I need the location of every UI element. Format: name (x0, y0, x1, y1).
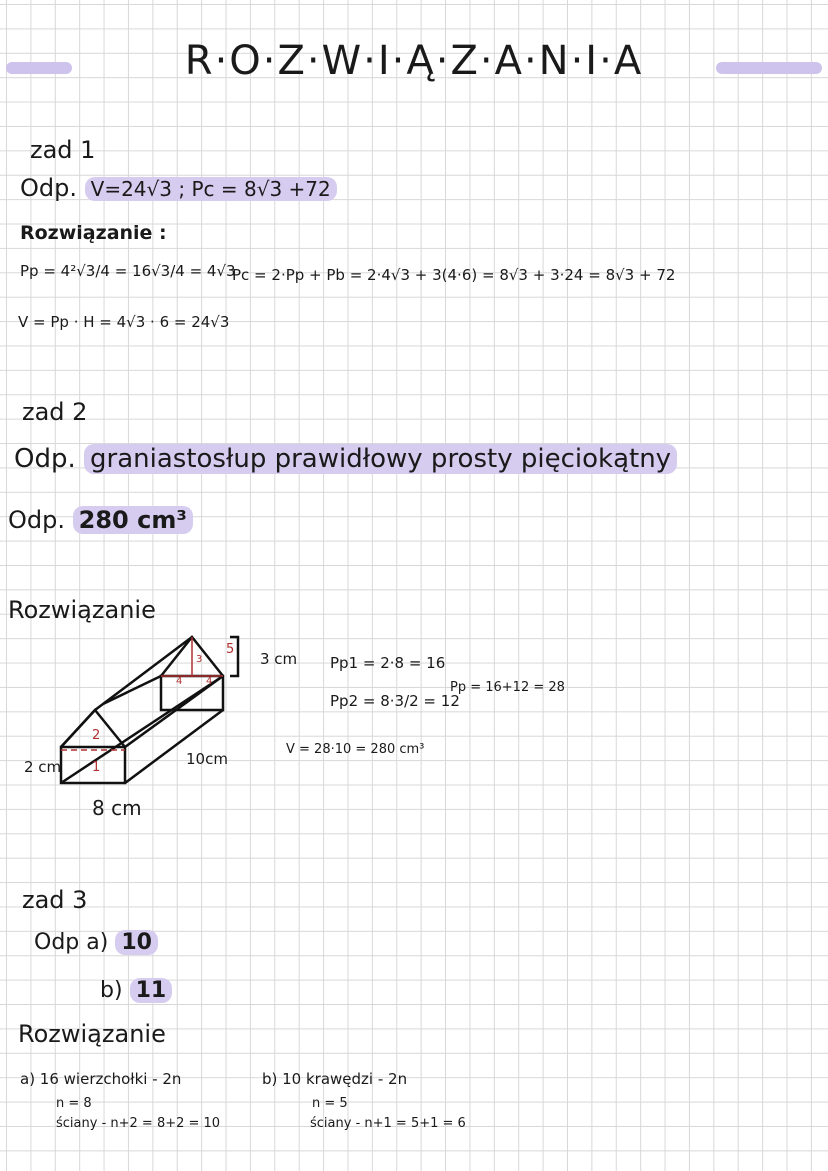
zad3-solution-label: Rozwiązanie (18, 1020, 166, 1048)
zad1-pc: Pc = 2·Pp + Pb = 2·4√3 + 3(4·6) = 8√3 + 3·24 = 8√3 + 72 (232, 266, 676, 284)
zad3-heading: zad 3 (22, 886, 88, 914)
zad1-answer-value: V=24√3 ; Pc = 8√3 +72 (85, 177, 337, 201)
odp-label: Odp. (14, 444, 76, 474)
page-title: R·O·Z·W·I·Ą·Z·A·N·I·A (184, 38, 644, 84)
odp-label: Odp (34, 930, 80, 955)
zad2-pp: Pp = 16+12 = 28 (450, 680, 565, 695)
zad1-v: V = Pp · H = 4√3 · 6 = 24√3 (18, 313, 230, 331)
zad3-b-line3: ściany - n+1 = 5+1 = 6 (310, 1116, 466, 1131)
zad3-b-line2: n = 5 (312, 1096, 348, 1111)
zad2-v: V = 28·10 = 280 cm³ (286, 742, 425, 757)
label-4a: 4 (176, 676, 183, 687)
label-side: 2 cm (24, 758, 62, 776)
zad3-answer-a (34, 930, 158, 955)
label-3: 3 (196, 654, 203, 665)
zad2-pp1: Pp1 = 2·8 = 16 (330, 654, 446, 672)
label-2: 2 (92, 728, 101, 743)
label-height: 3 cm (260, 650, 298, 668)
part-a-label: a) (86, 930, 109, 955)
zad2-heading: zad 2 (22, 398, 88, 426)
zad1-pp: Pp = 4²√3/4 = 16√3/4 = 4√3 (20, 262, 236, 280)
odp-label: Odp. (20, 174, 77, 202)
label-5: 5 (226, 642, 235, 657)
zad3-answer-b-value: 11 (130, 978, 173, 1003)
zad2-answer1-value: graniastosłup prawidłowy prosty pięciokątny (84, 444, 677, 474)
zad1-heading: zad 1 (30, 136, 96, 164)
zad3-a-line3: ściany - n+2 = 8+2 = 10 (56, 1116, 221, 1131)
label-base: 8 cm (92, 796, 142, 820)
zad1-solution-label: Rozwiązanie : (20, 222, 167, 244)
label-length: 10cm (186, 750, 228, 768)
label-4b: 4 (206, 676, 213, 687)
zad3-answer-a-value: 10 (115, 930, 158, 955)
odp-label: Odp. (8, 506, 65, 534)
part-b-label: b) (100, 978, 123, 1003)
zad2-solution-label: Rozwiązanie (8, 596, 156, 624)
zad3-a-line1: a) 16 wierzchołki - 2n (20, 1070, 182, 1088)
zad3-answer-b (100, 978, 172, 1003)
label-1: 1 (92, 760, 101, 775)
zad2-pp2: Pp2 = 8·3/2 = 12 (330, 692, 460, 710)
zad2-answer2-value: 280 cm³ (73, 506, 193, 534)
zad3-a-line2: n = 8 (56, 1096, 92, 1111)
zad3-b-line1: b) 10 krawędzi - 2n (262, 1070, 408, 1088)
